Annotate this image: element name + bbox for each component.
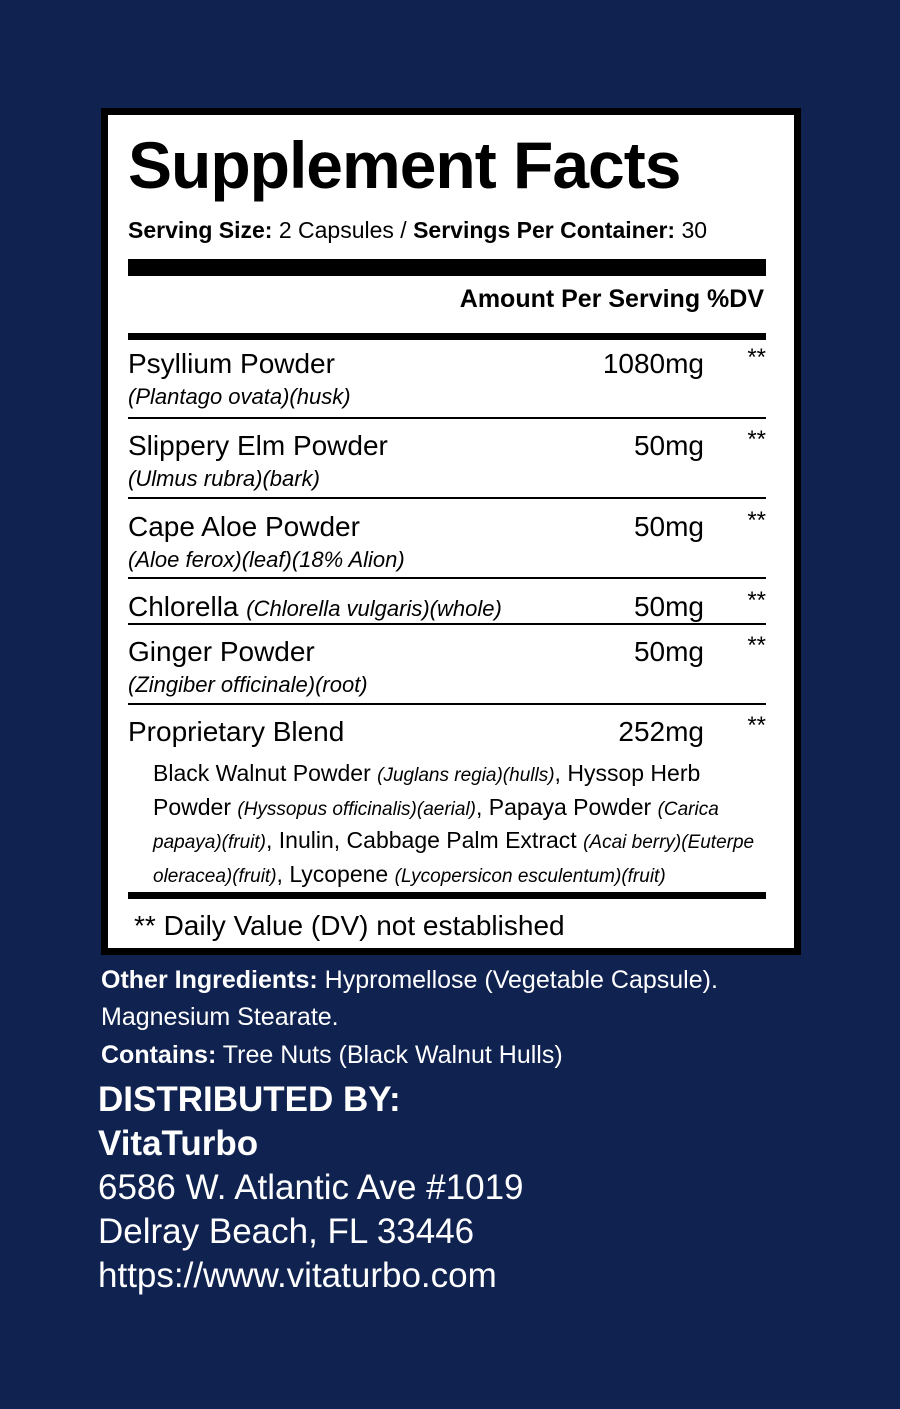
distributor-address-line1: 6586 W. Atlantic Ave #1019 xyxy=(98,1168,524,1207)
blend-separator: , xyxy=(266,827,279,853)
blend-item-name: Inulin xyxy=(278,827,334,853)
ingredient-amount: 50mg xyxy=(633,511,704,542)
distributor-website: https://www.vitaturbo.com xyxy=(98,1256,497,1295)
distributor-name: VitaTurbo xyxy=(98,1124,259,1163)
blend-item-latin: (Carica papaya)(fruit) xyxy=(153,798,719,853)
blend-item-latin: (Lycopersicon esculentum)(fruit) xyxy=(394,865,666,887)
blend-item-name: Black Walnut Powder xyxy=(153,760,378,786)
ingredient-amount: 252mg xyxy=(618,716,704,747)
servings-per-container-label: Servings Per Container: xyxy=(413,217,676,243)
blend-item xyxy=(289,861,665,887)
ingredient-dv: ** xyxy=(747,344,766,371)
ingredient-name: Slippery Elm Powder xyxy=(128,430,388,461)
ingredient-name: Psyllium Powder xyxy=(128,348,335,379)
ingredient-amount: 50mg xyxy=(633,430,704,461)
ingredient-dv: ** xyxy=(747,587,766,614)
ingredient-row xyxy=(128,632,766,706)
ingredient-latin: (Plantago ovata)(husk) xyxy=(128,384,351,409)
ingredient-name: Cape Aloe Powder xyxy=(128,511,360,542)
ingredient-row xyxy=(128,426,766,500)
ingredient-amount: 50mg xyxy=(633,636,704,667)
blend-item xyxy=(279,827,347,853)
blend-separator: , xyxy=(333,827,347,853)
ingredient-name-text: Chlorella xyxy=(128,591,239,622)
distributor-address-line2: Delray Beach, FL 33446 xyxy=(98,1212,475,1251)
ingredient-latin: (Aloe ferox)(leaf)(18% Alion) xyxy=(128,547,405,572)
divider-thin xyxy=(128,577,766,579)
blend-item-name: Papaya Powder xyxy=(488,793,658,820)
ingredient-row xyxy=(128,587,766,631)
ingredient-amount: 50mg xyxy=(633,591,704,622)
blend-item-name: Cabbage Palm Extract xyxy=(346,827,584,853)
blend-item-latin: (Hyssopus officinalis)(aerial) xyxy=(237,798,476,820)
ingredient-row xyxy=(128,344,766,418)
other-ingredients-value: Hypromellose (Vegetable Capsule). Magnesium Stearate. xyxy=(101,966,718,1031)
blend-separator: , xyxy=(476,793,489,820)
contains-value: Tree Nuts (Black Walnut Hulls) xyxy=(216,1041,563,1069)
divider-medium-bottom xyxy=(128,892,766,899)
ingredient-amount: 1080mg xyxy=(602,348,704,379)
amount-header: Amount Per Serving %DV xyxy=(459,285,764,313)
divider-medium xyxy=(128,333,766,340)
ingredient-latin: (Chlorella vulgaris)(whole) xyxy=(246,596,502,621)
divider-thick xyxy=(128,259,766,276)
divider-thin xyxy=(128,497,766,499)
supplement-facts-panel xyxy=(101,108,801,955)
blend-item-name: Lycopene xyxy=(289,860,395,887)
blend-item-name: Hyssop Herb Powder xyxy=(153,760,701,820)
ingredient-name: Ginger Powder xyxy=(128,636,315,667)
ingredient-dv: ** xyxy=(747,632,766,659)
other-ingredients-label: Other Ingredients: xyxy=(101,966,318,994)
divider-thin xyxy=(128,623,766,625)
blend-separator: , xyxy=(276,860,290,887)
ingredient-name xyxy=(128,591,502,623)
serving-size-label: Serving Size: xyxy=(128,217,273,243)
blend-item-latin: (Juglans regia)(hulls) xyxy=(377,765,555,786)
dv-footnote: ** Daily Value (DV) not established xyxy=(134,910,565,941)
contains-line xyxy=(101,1037,841,1074)
ingredient-dv: ** xyxy=(747,712,766,739)
divider-thin xyxy=(128,417,766,419)
servings-per-container-value: 30 xyxy=(675,217,708,243)
facts-title: Supplement Facts xyxy=(128,128,681,202)
ingredient-latin: (Ulmus rubra)(bark) xyxy=(128,466,320,491)
other-ingredients xyxy=(101,962,841,1036)
serving-info xyxy=(128,217,707,244)
blend-item-latin: (Acai berry)(Euterpe oleracea)(fruit) xyxy=(153,832,755,887)
blend-ingredients xyxy=(153,758,773,892)
distributed-by-heading: DISTRIBUTED BY: xyxy=(98,1080,401,1119)
blend-item xyxy=(153,760,567,786)
ingredient-dv: ** xyxy=(747,507,766,534)
contains-label: Contains: xyxy=(101,1041,217,1069)
ingredient-row xyxy=(128,507,766,581)
serving-size-value: 2 Capsules / xyxy=(272,217,414,243)
divider-thin xyxy=(128,703,766,705)
blend-separator: , xyxy=(554,760,568,786)
ingredient-latin: (Zingiber officinale)(root) xyxy=(128,672,368,697)
ingredient-row xyxy=(128,712,766,756)
ingredient-dv: ** xyxy=(747,426,766,453)
ingredient-name: Proprietary Blend xyxy=(128,716,345,747)
supplement-facts-inner xyxy=(108,115,794,948)
